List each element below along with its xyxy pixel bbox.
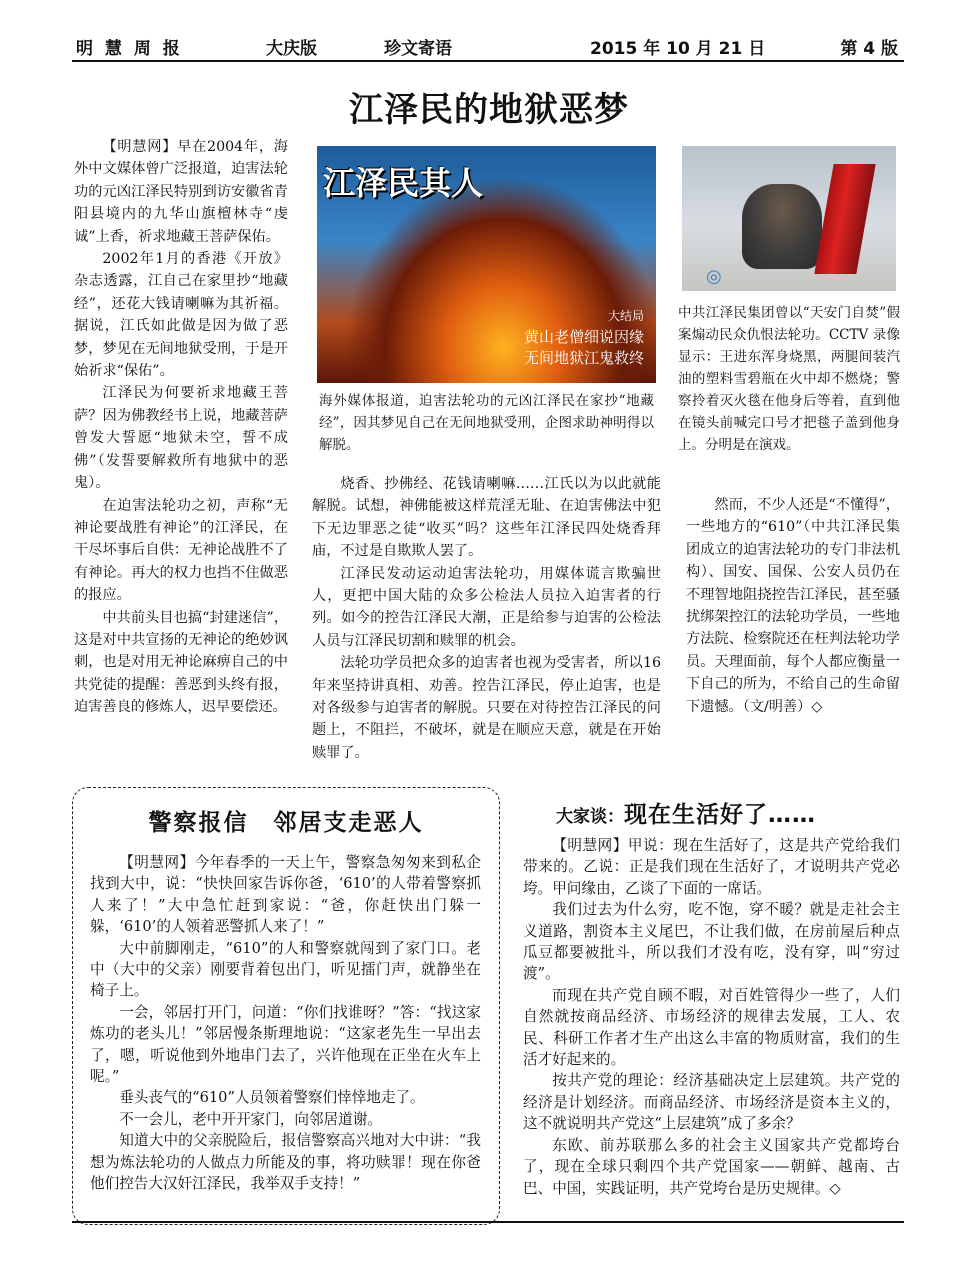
paragraph: 中共前头目也搞“封建迷信”，这是对中共宣扬的无神论的绝妙讽刺，也是对用无神论麻痹自己的中共党徒的提醒：善恶到头终有报，迫害善良的修炼人，迟早要偿还。 [74,609,288,716]
poster-title: 江泽民其人 [323,164,484,202]
title-prefix: 大家谈： [556,807,624,827]
masthead [72,34,904,58]
poster-sub2: 黄山老僧细说因缘 [523,328,644,346]
middle-column [312,473,661,764]
image2-caption: 中共江泽民集团曾以“天安门自焚”假案煽动民众仇恨法轮功。CCTV 录像显示：王进东浑身烧黑，两腿间装汽油的塑料雪碧瓶在火中却不燃烧；警察拎着灭火毯在他身后等着，直到他在镜头前喊完口号才把毯子盖到他身上。分明是在演戏。 [678,305,900,453]
boxed-article-title: 警察报信 邻居支走恶人 [148,810,424,836]
poster-subtitle [524,306,644,369]
title-main: 现在生活好了…… [624,802,816,828]
paragraph: 我们过去为什么穷，吃不饱，穿不暖？就是走社会主义道路，割资本主义尾巴，不让我们做，在房前屋后种点瓜豆都要被批斗，所以我们才没有吃，没有穿，叫“穷过渡”。 [523,901,900,983]
paragraph: 垂头丧气的“610”人员领着警察们悻悻地走了。 [119,1089,425,1107]
paragraph: 在迫害法轮功之初，声称“无神论要战胜有神论”的江泽民，在干尽坏事后自供：无神论战胜不了有神论。再大的权力也挡不住做恶的报应。 [74,497,288,604]
header-rule [72,60,904,62]
paragraph: 一会，邻居打开门，问道：“你们找谁呀？”答：“找这家炼功的老头儿！”邻居慢条斯理地说：“这家老先生一早出去了，嗯，听说他到外地串门去了，兴许他现在正坐在火车上呢。” [90,1003,481,1086]
image1-caption: 海外媒体报道，迫害法轮功的元凶江泽民在家抄“地藏经”，因其梦见自己在无间地狱受刑，企图求助神明得以解脱。 [319,393,654,453]
paragraph: 江泽民发动运动迫害法轮功，用媒体谎言欺骗世人，更把中国大陆的众多公检法人员拉入迫害者的行列。如今的控告江泽民大潮，正是给参与迫害的公检法人员与江泽民切割和赎罪的机会。 [312,565,661,649]
edition: 大庆版 [266,39,317,59]
logo-icon: ◎ [706,266,722,287]
paragraph: 而现在共产党自顾不暇，对百姓管得少一些了，人们自然就按商品经济、市场经济的规律去发展，工人、农民、科研工作者才生产出这么丰富的物质财富，我们的生活才好起来的。 [523,986,900,1069]
paragraph: 按共产党的理论：经济基础决定上层建筑。共产党的经济是计划经济。而商品经济、市场经济是资本主义的，这不就说明共产党这“上层建筑”成了多余？ [523,1072,900,1133]
paragraph: 大中前脚刚走，“610”的人和警察就闯到了家门口。老中（大中的父亲）刚要背着包出门，听见擂门声，就静坐在椅子上。 [90,939,481,1000]
poster-sub1: 大结局 [607,309,644,323]
paragraph: 【明慧网】早在2004年，海外中文媒体曾广泛报道，迫害法轮功的元凶江泽民特别到访安徽省青阳县境内的九华山旗檀林寺“虔诚”上香，祈求地藏王菩萨保佑。 [74,139,288,245]
left-column [74,136,288,719]
poster-sub3: 无间地狱江鬼救终 [523,349,644,367]
flag-shape [814,164,875,274]
paragraph: 知道大中的父亲脱险后，报信警察高兴地对大中讲：“我想为炼法轮功的人做点力所能及的事，将功赎罪！现在你爸他们控告大汉奸江泽民，我举双手支持！” [90,1132,481,1193]
paragraph: 江泽民为何要祈求地藏王菩萨？因为佛教经书上说，地藏菩萨曾发大誓愿“地狱未空，誓不成佛”（发誓要解救所有地狱中的恶鬼）。 [74,385,288,492]
person-figure [742,184,822,269]
section-name: 珍文寄语 [384,39,452,59]
paragraph: 烧香、抄佛经、花钱请喇嘛……江氏以为以此就能解脱。试想，神佛能被这样荒淫无耻、在迫害佛法中犯下无边罪恶之徒“收买”吗？这些年江泽民四处烧香拜庙，不过是自欺欺人罢了。 [312,476,661,560]
self-immolation-photo [682,146,896,291]
paragraph: 法轮功学员把众多的迫害者也视为受害者，所以16年来坚持讲真相、劝善。控告江泽民，停止迫害，也是对各级参与迫害者的解脱。只要在对待控告江泽民的问题上，不阻拦，不破坏，就是在顺应天意，就是在开始赎罪了。 [312,655,661,761]
right-column [686,494,900,718]
paper-name: 明 慧 周 报 [76,39,183,59]
headline: 江泽民的地狱恶梦 [349,90,629,130]
bottom-rule [72,1221,904,1223]
boxed-article-body [90,852,481,1195]
paragraph: 东欧、前苏联那么多的社会主义国家共产党都垮台了，现在全球只剩四个共产党国家——朝鲜、越南、古巴、中国，实践证明，共产党垮台是历史规律。◇ [523,1136,900,1197]
issue-date: 2015 年 10 月 21 日 [590,39,766,59]
right-article-title [556,796,816,829]
paragraph: 然而，不少人还是“不懂得”，一些地方的“610”（中共江泽民集团成立的迫害法轮功的专门非法机构）、国安、国保、公安人员仍在不理智地阻挠控告江泽民，甚至骚扰绑架控江的法轮功学员，一些地方法院、检察院还在枉判法轮功学员。天理面前，每个人都应衡量一下自己的所为，不给自己的生命留下遗憾。（文/明善）◇ [686,497,900,715]
paragraph: 【明慧网】甲说：现在生活好了，这是共产党给我们带来的。乙说：正是我们现在生活好了，才说明共产党必垮。甲问缘由，乙谈了下面的一席话。 [523,837,900,897]
page-number: 第 4 版 [840,39,898,59]
paragraph: 2002年1月的香港《开放》杂志透露，江自己在家里抄“地藏经”，还花大钱请喇嘛为其祈福。据说，江氏如此做是因为做了恶梦，梦见在无间地狱受刑，于是开始祈求“保佑”。 [74,251,288,380]
jiang-poster-image [317,146,656,383]
paragraph: 不一会儿，老中开开家门，向邻居道谢。 [119,1110,382,1128]
right-article-body [523,835,900,1199]
paragraph: 【明慧网】今年春季的一天上午，警察急匆匆来到私企找到大中，说：“快快回家告诉你爸，‘610’的人带着警察抓人来了！”大中急忙赶到家说：“爸，你赶快出门躲一躲，‘610’的人领着恶警抓人来了！” [90,854,481,936]
